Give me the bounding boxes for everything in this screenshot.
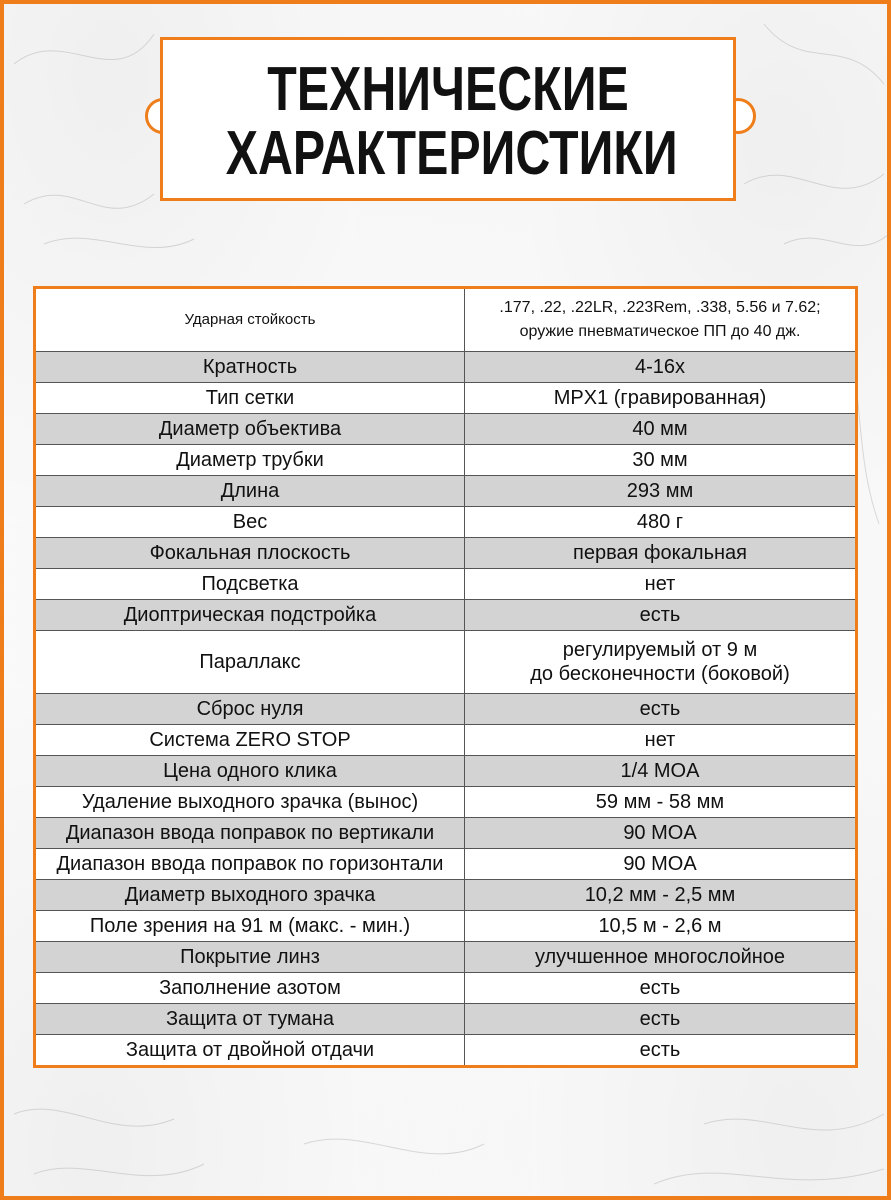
spec-row-illumination: [35, 569, 857, 600]
page-title-line-2: ХАРАКТЕРИСТИКИ: [225, 119, 678, 188]
spec-row-fog-proof: [35, 1004, 857, 1035]
spec-label: Защита от тумана: [35, 1004, 465, 1035]
spec-label: Диоптрическая подстройка: [35, 600, 465, 631]
spec-value: есть: [465, 973, 857, 1004]
spec-value: первая фокальная: [465, 538, 857, 569]
spec-value: улучшенное многослойное: [465, 942, 857, 973]
spec-value-line-1: регулируемый от 9 м: [562, 639, 758, 661]
spec-label: Параллакс: [35, 631, 465, 694]
spec-value-line-2: оружие пневматическое ПП до 40 дж.: [519, 323, 801, 340]
spec-row-tube-diameter: [35, 445, 857, 476]
spec-row-weight: [35, 507, 857, 538]
spec-label: Диаметр трубки: [35, 445, 465, 476]
spec-label: Диапазон ввода поправок по вертикали: [35, 818, 465, 849]
spec-value-line-1: .177, .22, .22LR, .223Rem, .338, 5.56 и 7.62;: [499, 299, 821, 316]
spec-row-elevation-range: [35, 818, 857, 849]
spec-value: нет: [465, 569, 857, 600]
spec-value: 10,2 мм - 2,5 мм: [465, 880, 857, 911]
spec-row-parallax: [35, 631, 857, 694]
spec-value: 4-16x: [465, 352, 857, 383]
spec-value: есть: [465, 600, 857, 631]
spec-value: 40 мм: [465, 414, 857, 445]
spec-value: 90 MOA: [465, 849, 857, 880]
spec-value: 59 мм - 58 мм: [465, 787, 857, 818]
spec-row-diopter-adjustment: [35, 600, 857, 631]
spec-value: 293 мм: [465, 476, 857, 507]
spec-label: Поле зрения на 91 м (макс. - мин.): [35, 911, 465, 942]
spec-value: 30 мм: [465, 445, 857, 476]
spec-row-length: [35, 476, 857, 507]
spec-value: 1/4 MOA: [465, 756, 857, 787]
spec-label: Цена одного клика: [35, 756, 465, 787]
title-box: [160, 37, 736, 201]
spec-row-magnification: [35, 352, 857, 383]
spec-label: Кратность: [35, 352, 465, 383]
spec-value: 90 MOA: [465, 818, 857, 849]
spec-value: есть: [465, 1004, 857, 1035]
spec-value: [465, 288, 857, 352]
spec-label: Подсветка: [35, 569, 465, 600]
spec-label: Система ZERO STOP: [35, 725, 465, 756]
spec-row-objective-diameter: [35, 414, 857, 445]
spec-label: Защита от двойной отдачи: [35, 1035, 465, 1067]
spec-label: Тип сетки: [35, 383, 465, 414]
spec-label: Заполнение азотом: [35, 973, 465, 1004]
spec-value: 10,5 м - 2,6 м: [465, 911, 857, 942]
spec-value: есть: [465, 1035, 857, 1067]
spec-row-focal-plane: [35, 538, 857, 569]
spec-row-eye-relief: [35, 787, 857, 818]
spec-row-zero-stop: [35, 725, 857, 756]
spec-value: 480 г: [465, 507, 857, 538]
spec-label: Сброс нуля: [35, 694, 465, 725]
spec-value: MPX1 (гравированная): [465, 383, 857, 414]
page-title-line-1: ТЕХНИЧЕСКИЕ: [267, 55, 629, 124]
spec-value-line-2: до бесконечности (боковой): [530, 663, 790, 685]
spec-label: Диаметр выходного зрачка: [35, 880, 465, 911]
spec-row-zero-reset: [35, 694, 857, 725]
spec-label: Ударная стойкость: [35, 288, 465, 352]
spec-row-click-value: [35, 756, 857, 787]
spec-row-exit-pupil: [35, 880, 857, 911]
spec-row-nitrogen-filled: [35, 973, 857, 1004]
spec-label: Диаметр объектива: [35, 414, 465, 445]
spec-row-impact-resistance: [35, 288, 857, 352]
spec-value: [465, 631, 857, 694]
spec-label: Фокальная плоскость: [35, 538, 465, 569]
spec-label: Длина: [35, 476, 465, 507]
spec-row-lens-coating: [35, 942, 857, 973]
spec-row-double-recoil-protection: [35, 1035, 857, 1067]
spec-row-windage-range: [35, 849, 857, 880]
spec-label: Покрытие линз: [35, 942, 465, 973]
spec-label: Удаление выходного зрачка (вынос): [35, 787, 465, 818]
spec-label: Вес: [35, 507, 465, 538]
spec-label: Диапазон ввода поправок по горизонтали: [35, 849, 465, 880]
specs-table: [33, 286, 858, 1068]
spec-value: нет: [465, 725, 857, 756]
spec-row-reticle-type: [35, 383, 857, 414]
spec-value: есть: [465, 694, 857, 725]
spec-row-field-of-view: [35, 911, 857, 942]
